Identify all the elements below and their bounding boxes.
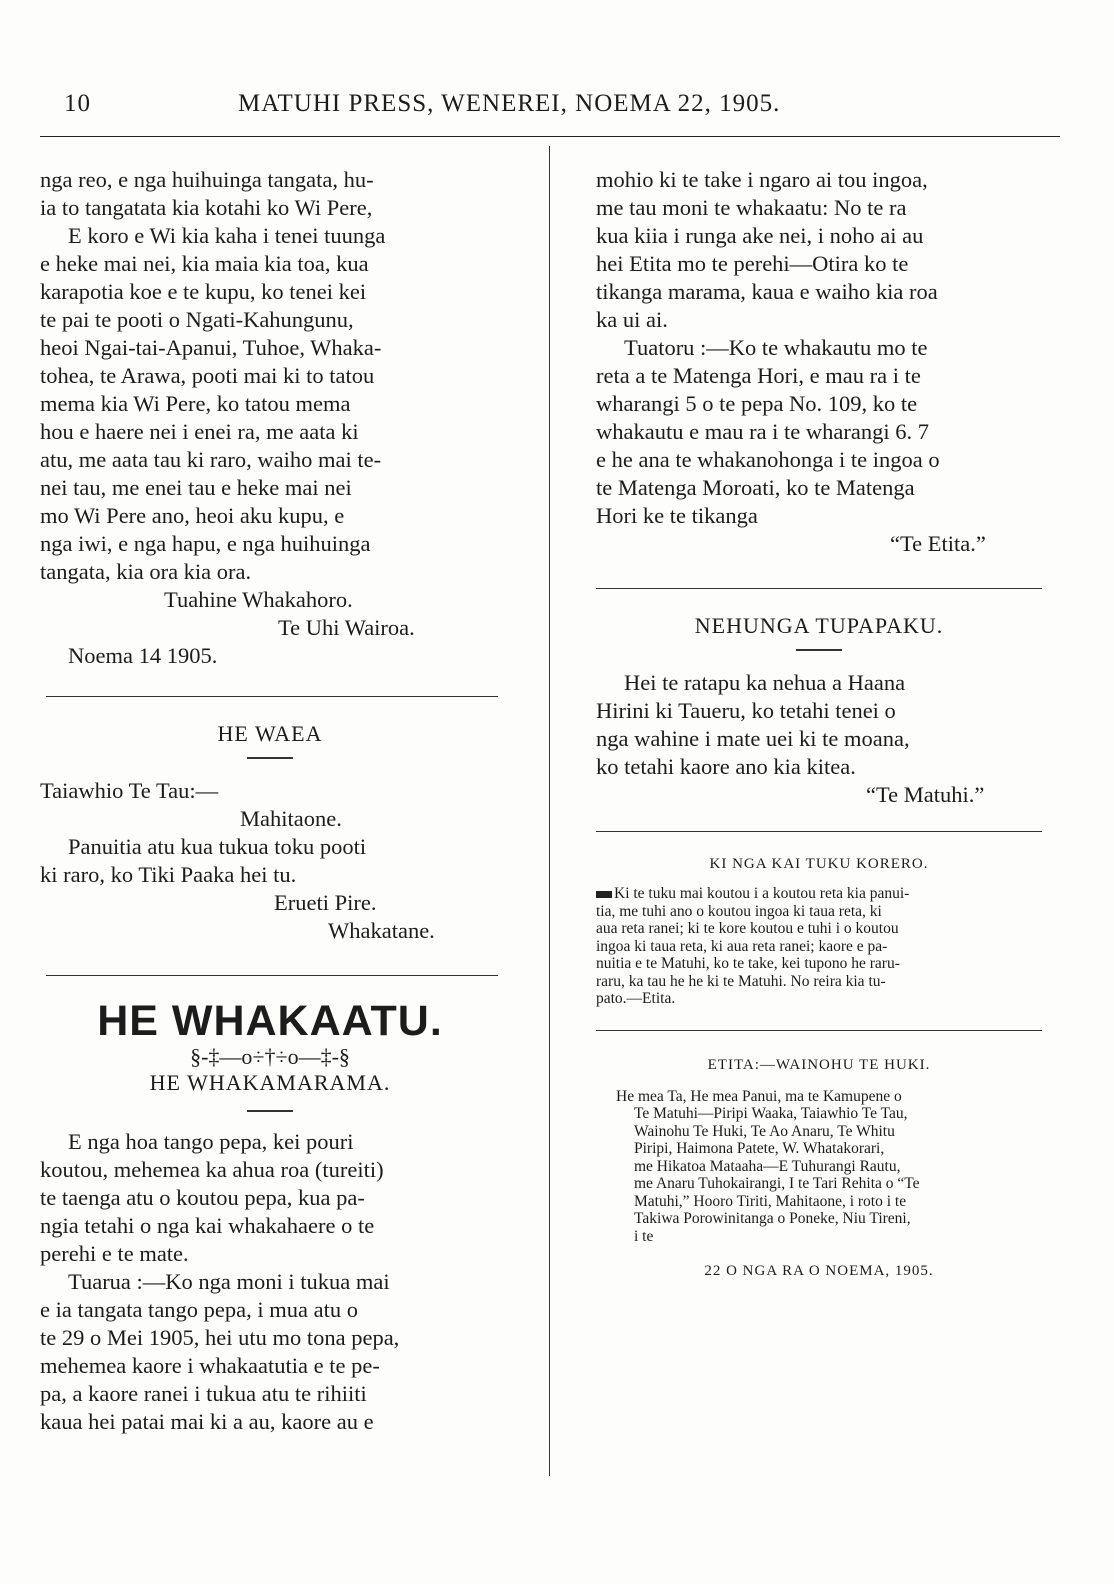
notice-line: Ki te tuku mai koutou i a koutou reta kia panui- (596, 885, 1042, 903)
body-line: me tau moni te whakaatu: No te ra (596, 195, 907, 220)
notice-line: te taenga atu o koutou pepa, kua pa- (40, 1185, 365, 1210)
section-title: NEHUNGA TUPAPAKU. (694, 613, 944, 638)
section-rule (46, 696, 498, 697)
letter-line: nga reo, e nga huihuinga tangata, hu- (40, 167, 374, 192)
title-underline (247, 1110, 293, 1112)
body-line: reta a te Matenga Hori, e mau ra i te (596, 363, 921, 388)
letter-signature: Tuahine Whakahoro. (164, 587, 353, 612)
letter-line: tangata, kia ora kia ora. (40, 559, 252, 584)
ki-nga-kai-section (596, 856, 1042, 1008)
waea-signature: Erueti Pire. (274, 890, 377, 915)
section-rule (596, 1030, 1042, 1031)
page-header (60, 82, 1042, 122)
notice-line: ngia tetahi o nga kai whakahaere o te (40, 1213, 375, 1238)
letter-line: ia to tangatata kia kotahi ko Wi Pere, (40, 195, 373, 220)
notice-line: kaua hei patai mai ki a au, kaore au e (40, 1409, 374, 1434)
letter-line: mema kia Wi Pere, ko tatou mema (40, 391, 351, 416)
letter-line: e heke mai nei, kia maia kia toa, kua (40, 251, 369, 276)
body-line: Hori ke te tikanga (596, 503, 758, 528)
imprint-line: Takiwa Porowinitanga o Poneke, Niu Tireni, (634, 1210, 911, 1227)
waea-recipient: Taiawhio Te Tau:— (40, 778, 219, 803)
notice-line: pato.—Etita. (596, 990, 676, 1007)
body-line: Hirini ki Taueru, ko tetahi tenei o (596, 698, 896, 723)
letter-line: atu, me aata tau ki raro, waiho mai te- (40, 447, 382, 472)
letter-line: karapotia koe e te kupu, ko tenei kei (40, 279, 367, 304)
header-rule (40, 136, 1060, 137)
body-line: ko tetahi kaore ano kia kitea. (596, 754, 856, 779)
notice-line: mehemea kaore i whakaatutia e te pe- (40, 1353, 380, 1378)
body-line: Tuatoru :—Ko te whakautu mo te (624, 335, 928, 360)
body-line: te Matenga Moroati, ko te Matenga (596, 475, 915, 500)
nehunga-section (596, 613, 1042, 809)
imprint-line: Matuhi,” Hooro Tiriti, Mahitaone, i roto i te (634, 1192, 907, 1210)
section-title: ETITA:—WAINOHU TE HUKI. (707, 1056, 931, 1073)
newspaper-masthead: MATUHI PRESS, WENEREI, NOEMA 22, 1905. (238, 90, 781, 117)
notice-line: ingoa ki taua reta, ki aua reta ranei; kaore e pa- (596, 937, 888, 955)
letter-line: tohea, te Arawa, pooti mai ki to tatou (40, 363, 375, 388)
notice-line: perehi e te mate. (40, 1241, 189, 1266)
body-line: whakautu e mau ra i te wharangi 6. 7 (596, 419, 930, 444)
letter-date: Noema 14 1905. (68, 643, 218, 668)
notice-line: nuitia e te Matuhi, ko te take, kei tupono he raru- (596, 955, 900, 972)
notice-line: raru, ka tau he he ki te Matuhi. No reira kia tu- (596, 972, 886, 990)
imprint-line: i te (634, 1227, 654, 1245)
title-underline (796, 649, 842, 651)
imprint-line: me Anaru Tuhokairangi, I te Tari Rehita o “Te (634, 1175, 920, 1192)
section-rule (596, 588, 1042, 589)
imprint-line: Te Matuhi—Piripi Waaka, Taiawhio Te Tau, (634, 1105, 908, 1122)
editor-signature: “Te Etita.” (890, 531, 986, 556)
imprint-line: Wainohu Te Huki, Te Ao Anaru, Te Whitu (634, 1122, 895, 1140)
body-line: ka ui ai. (596, 307, 668, 332)
ornament-divider: §-‡—o÷†÷o—‡-§ (190, 1044, 350, 1069)
imprint-line: me Hikatoa Mataaha—E Tuhurangi Rautu, (634, 1157, 901, 1175)
notice-line: E nga hoa tango pepa, kei pouri (68, 1129, 354, 1154)
waea-place: Mahitaone. (240, 806, 342, 831)
body-line: Hei te ratapu ka nehua a Haana (624, 670, 906, 695)
section-title: HE WAEA (217, 721, 323, 746)
notice-line: Tuarua :—Ko nga moni i tukua mai (68, 1269, 390, 1294)
letter-line: nei tau, me enei tau e heke mai nei (40, 475, 352, 500)
notice-line: pa, a kaore ranei i tukua atu te rihiiti (40, 1381, 367, 1406)
left-column (40, 166, 500, 1436)
he-whakaatu-section (40, 998, 500, 1436)
paper-signature: “Te Matuhi.” (866, 782, 985, 807)
notice-line: te 29 o Mei 1905, hei utu mo tona pepa, (40, 1325, 400, 1350)
subheadline: HE WHAKAMARAMA. (149, 1070, 391, 1095)
body-line: wharangi 5 o te pepa No. 109, ko te (596, 391, 918, 416)
letter-line: E koro e Wi kia kaha i tenei tuunga (68, 223, 386, 248)
section-title: KI NGA KAI TUKU KORERO. (709, 856, 929, 872)
body-line: tikanga marama, kaua e waiho kia roa (596, 279, 938, 304)
body-line: e he ana te whakanohonga i te ingoa o (596, 447, 940, 472)
letter-line: nga iwi, e nga hapu, e nga huihuinga (40, 531, 371, 556)
section-rule (46, 975, 498, 976)
page-number: 10 (64, 90, 91, 117)
body-line: mohio ki te take i ngaro ai tou ingoa, (596, 167, 928, 192)
letter-signature-place: Te Uhi Wairoa. (278, 615, 415, 640)
title-underline (247, 757, 293, 759)
notice-line: e ia tangata tango pepa, i mua atu o (40, 1297, 358, 1322)
body-line: nga wahine i mate uei ki te moana, (596, 726, 910, 751)
right-column (596, 166, 1042, 1280)
body-line: hei Etita mo te perehi—Otira ko te (596, 251, 909, 276)
letter-line: te pai te pooti o Ngati-Kahungunu, (40, 307, 354, 332)
notice-line: aua reta ranei; ki te kore koutou e tuhi i o koutou (596, 920, 899, 937)
big-headline: HE WHAKAATU. (97, 997, 443, 1045)
imprint-line: He mea Ta, He mea Panui, ma te Kamupene o (616, 1087, 902, 1105)
section-rule (596, 831, 1042, 832)
continuation-section (596, 166, 1042, 558)
etita-section (596, 1057, 1042, 1281)
waea-signature-place: Whakatane. (328, 918, 435, 943)
he-waea-section (40, 721, 500, 945)
waea-line: Panuitia atu kua tukua toku pooti (68, 834, 367, 859)
letter-section (40, 166, 500, 670)
letter-line: heoi Ngai-tai-Apanui, Tuhoe, Whaka- (40, 335, 382, 360)
column-divider (549, 146, 550, 1476)
body-line: kua kiia i runga ake nei, i noho ai au (596, 223, 924, 248)
notice-line: tia, me tuhi ano o koutou ingoa ki taua reta, ki (596, 902, 882, 920)
waea-line: ki raro, ko Tiki Paaka hei tu. (40, 862, 297, 887)
letter-line: mo Wi Pere ano, heoi aku kupu, e (40, 503, 345, 528)
notice-line: koutou, mehemea ka ahua roa (tureiti) (40, 1157, 384, 1182)
imprint-date: 22 O NGA RA O NOEMA, 1905. (704, 1263, 934, 1279)
hand-pointer-icon (596, 891, 612, 898)
letter-line: hou e haere nei i enei ra, me aata ki (40, 419, 359, 444)
imprint-line: Piripi, Haimona Patete, W. Whatakorari, (634, 1140, 885, 1157)
